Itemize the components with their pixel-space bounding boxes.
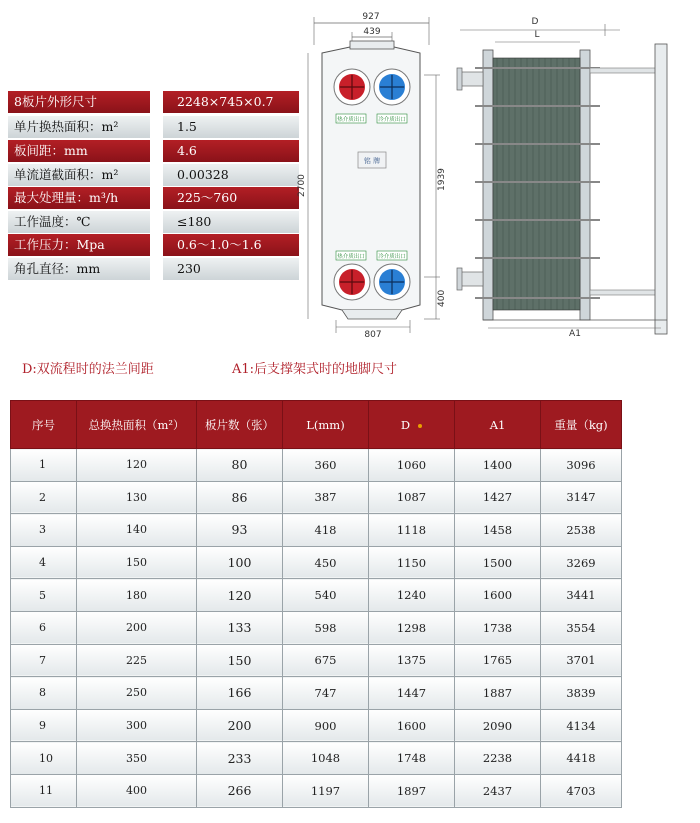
cell: 120: [77, 449, 197, 482]
label-hot-outlet-bottom: 热介质出口: [337, 254, 365, 260]
cell: 400: [77, 774, 197, 807]
spec-value: ≤180: [163, 211, 299, 233]
cell: 2090: [455, 709, 541, 742]
cell: 1087: [369, 481, 455, 514]
cell: 11: [11, 774, 77, 807]
cell: 1375: [369, 644, 455, 677]
table-row: [11, 514, 622, 547]
spec-label: 板间距：mm: [8, 140, 150, 162]
dim-D-label: D: [531, 17, 539, 27]
spec-label: 角孔直径：mm: [8, 258, 150, 280]
nameplate-label: 铭 牌: [363, 157, 381, 165]
cell: 4418: [541, 742, 622, 775]
cell: 6: [11, 611, 77, 644]
cell: 1500: [455, 546, 541, 579]
cell: 1458: [455, 514, 541, 547]
hot-port-top-icon: [334, 69, 370, 105]
spec-label: 工作压力：Mpa: [8, 234, 150, 256]
cell: 747: [283, 677, 369, 710]
cell: 1738: [455, 611, 541, 644]
dim-400: 400: [437, 289, 447, 307]
spec-label: 最大处理量：m³/h: [8, 187, 150, 209]
hot-port-bottom-icon: [334, 264, 370, 300]
cell: 3554: [541, 611, 622, 644]
cell: 1298: [369, 611, 455, 644]
cell: 130: [77, 481, 197, 514]
cell: 1: [11, 449, 77, 482]
header-area: 总换热面积（m²）: [77, 401, 197, 449]
cell: 360: [283, 449, 369, 482]
cell: 675: [283, 644, 369, 677]
cell: 120: [197, 579, 283, 612]
cell: 1197: [283, 774, 369, 807]
cell: 2437: [455, 774, 541, 807]
cell: 3839: [541, 677, 622, 710]
cell: 9: [11, 709, 77, 742]
table-row: [11, 709, 622, 742]
cell: 266: [197, 774, 283, 807]
cell: 598: [283, 611, 369, 644]
cell: 86: [197, 481, 283, 514]
table-row: [11, 677, 622, 710]
cell: 225: [77, 644, 197, 677]
cell: 450: [283, 546, 369, 579]
table-row: [11, 644, 622, 677]
cell: 100: [197, 546, 283, 579]
spec-label: 单片换热面积：m²: [8, 116, 150, 138]
dim-927: 927: [362, 12, 380, 22]
cell: 2538: [541, 514, 622, 547]
spec-label: 工作温度：℃: [8, 211, 150, 233]
dim-807: 807: [364, 330, 382, 340]
cell: 387: [283, 481, 369, 514]
cell: 2: [11, 481, 77, 514]
cell: 80: [197, 449, 283, 482]
cell: 1118: [369, 514, 455, 547]
table-row: [11, 774, 622, 807]
label-cold-outlet-top: 冷介质出口: [378, 117, 406, 123]
dim-439: 439: [363, 27, 381, 37]
cell: 3147: [541, 481, 622, 514]
table-header-row: [11, 401, 622, 449]
cell: 7: [11, 644, 77, 677]
header-plates: 板片数（张）: [197, 401, 283, 449]
cell: 133: [197, 611, 283, 644]
cell: 10: [11, 742, 77, 775]
cell: 1048: [283, 742, 369, 775]
dim-A1-label: A1: [569, 329, 581, 339]
cell: 1240: [369, 579, 455, 612]
label-cold-outlet-bottom: 冷介质出口: [378, 254, 406, 260]
cell: 350: [77, 742, 197, 775]
header-D: D: [369, 401, 455, 449]
cell: 1600: [369, 709, 455, 742]
spec-value: 2248×745×0.7: [163, 91, 299, 113]
cell: 140: [77, 514, 197, 547]
dim-1939: 1939: [437, 168, 447, 191]
table-row: [11, 611, 622, 644]
spec-value: 0.6～1.0～1.6: [163, 234, 299, 256]
dim-L-label: L: [534, 30, 540, 40]
cell: 150: [197, 644, 283, 677]
cell: 1897: [369, 774, 455, 807]
spec-value: 0.00328: [163, 164, 299, 186]
cell: 900: [283, 709, 369, 742]
table-row: [11, 579, 622, 612]
cell: 1748: [369, 742, 455, 775]
spec-value: 225～760: [163, 187, 299, 209]
cell: 4: [11, 546, 77, 579]
table-row: [11, 481, 622, 514]
table-row: [11, 449, 622, 482]
side-view-drawing: [455, 10, 690, 340]
cell: 1150: [369, 546, 455, 579]
spec-label: 单流道截面积：m²: [8, 164, 150, 186]
cell: 1427: [455, 481, 541, 514]
cell: 3441: [541, 579, 622, 612]
cell: 93: [197, 514, 283, 547]
cell: 200: [77, 611, 197, 644]
cell: 3269: [541, 546, 622, 579]
table-row: [11, 742, 622, 775]
cell: 1887: [455, 677, 541, 710]
header-weight: 重量（kg): [541, 401, 622, 449]
spec-table: [10, 400, 621, 808]
cell: 150: [77, 546, 197, 579]
note-a1: A1:后支撑架式时的地脚尺寸: [232, 362, 398, 377]
dim-2700: 2700: [297, 174, 307, 197]
table-row: [11, 546, 622, 579]
front-view-drawing: [290, 5, 450, 340]
note-d: D:双流程时的法兰间距: [22, 362, 154, 377]
cell: 1060: [369, 449, 455, 482]
cold-port-bottom-icon: [374, 264, 410, 300]
cell: 1765: [455, 644, 541, 677]
header-index: 序号: [11, 401, 77, 449]
cell: 200: [197, 709, 283, 742]
cell: 180: [77, 579, 197, 612]
cell: 250: [77, 677, 197, 710]
cell: 5: [11, 579, 77, 612]
cell: 166: [197, 677, 283, 710]
cell: 300: [77, 709, 197, 742]
cell: 4134: [541, 709, 622, 742]
cell: 8: [11, 677, 77, 710]
spec-value: 230: [163, 258, 299, 280]
cell: 1400: [455, 449, 541, 482]
cell: 1600: [455, 579, 541, 612]
cell: 540: [283, 579, 369, 612]
label-hot-outlet-top: 热介质出口: [337, 117, 365, 123]
cold-port-top-icon: [374, 69, 410, 105]
spec-value: 1.5: [163, 116, 299, 138]
cell: 3701: [541, 644, 622, 677]
cell: 4703: [541, 774, 622, 807]
header-L: L(mm): [283, 401, 369, 449]
spec-value: 4.6: [163, 140, 299, 162]
header-A1: A1: [455, 401, 541, 449]
spec-label: 8板片外形尺寸: [8, 91, 150, 113]
cell: 1447: [369, 677, 455, 710]
cell: 2238: [455, 742, 541, 775]
cell: 3: [11, 514, 77, 547]
cell: 3096: [541, 449, 622, 482]
cell: 233: [197, 742, 283, 775]
cell: 418: [283, 514, 369, 547]
